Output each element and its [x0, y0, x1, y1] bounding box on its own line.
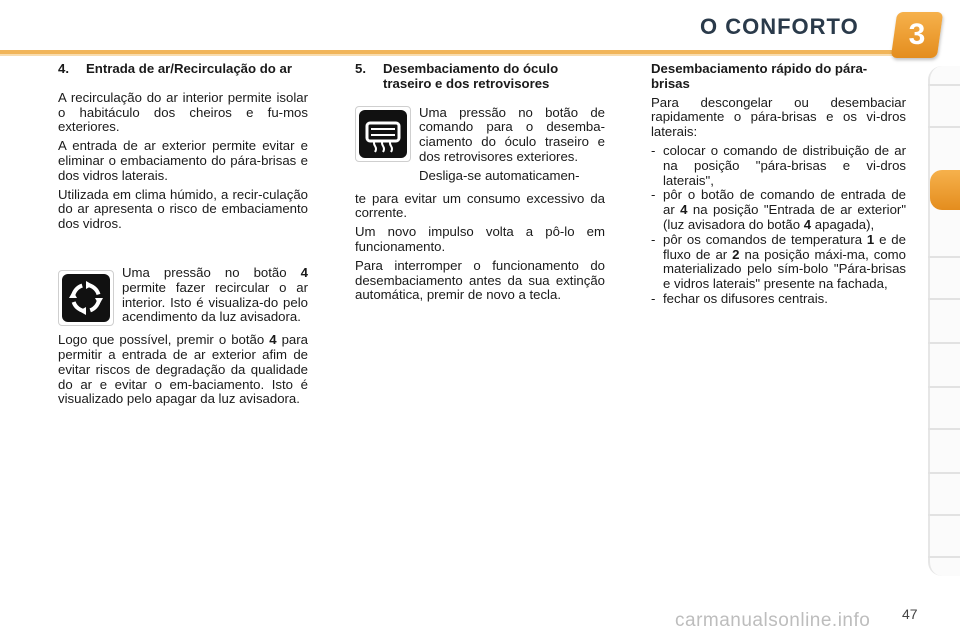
control-reference: 1	[866, 231, 875, 247]
chapter-tab[interactable]	[928, 342, 960, 344]
air-recirculation-button-illustration	[58, 270, 114, 326]
section-number: 5.	[355, 61, 366, 76]
button-description-text: Uma pressão no botão 4 permite fazer recircular o ar interior. Isto é visualiza-do pelo acendimento da luz avisadora.	[122, 264, 308, 325]
watermark: carmanualsonline.info	[675, 610, 871, 631]
button-reference: 4	[803, 216, 812, 232]
section-title: Desembaciamento do óculo traseiro e dos retrovisores	[383, 61, 559, 91]
chapter-tab[interactable]	[928, 472, 960, 474]
chapter-tab-active[interactable]	[930, 170, 960, 210]
button-reference: 4	[300, 264, 308, 280]
button-description	[58, 266, 308, 329]
chapter-title: O CONFORTO	[700, 14, 859, 39]
paragraph: Um novo impulso volta a pô-lo em funcionamento.	[355, 224, 605, 254]
chapter-tab[interactable]	[928, 256, 960, 258]
air-recirculation-icon	[66, 278, 106, 318]
section-heading	[355, 62, 605, 92]
chapter-tab[interactable]	[928, 298, 960, 300]
control-reference: 2	[732, 246, 740, 262]
section-title: Desembaciamento rápido do pára-brisas	[651, 61, 868, 91]
paragraph: Utilizada em clima húmido, a recir-culação do ar apresenta o risco de embaciamento dos vidros.	[58, 186, 308, 232]
section-rear-demisting	[355, 62, 605, 307]
chapter-tab[interactable]	[928, 126, 960, 128]
list-item: - pôr o botão de comando de entrada de ar 4 na posição "Entrada de ar exterior" (luz avisadora do botão 4 apagada),	[651, 188, 906, 232]
rear-defrost-button-illustration	[355, 106, 411, 162]
button-description	[355, 106, 605, 188]
instruction-list	[651, 144, 906, 307]
section-number: 4.	[58, 61, 69, 76]
button-reference: 4	[269, 332, 277, 348]
chapter-tab-rail	[928, 66, 960, 576]
paragraph: Logo que possível, premir o botão 4 para permitir a entrada de ar exterior afim de evitar riscos de degradação da qualidade do ar e evitar o em-baciamento. Isto é visualizado pelo apagar da luz avisadora.	[58, 332, 308, 407]
section-air-recirculation	[58, 62, 308, 411]
paragraph: A recirculação do ar interior permite isolar o habitáculo dos cheiros e fu-mos exteriores.	[58, 89, 308, 135]
header-rule-shadow	[0, 54, 898, 56]
chapter-badge	[891, 12, 943, 58]
paragraph: Para interromper o funcionamento do desembaciamento antes da sua extinção automática, premir de novo a tecla.	[355, 257, 605, 303]
list-item: - fechar os difusores centrais.	[651, 292, 906, 307]
chapter-tab[interactable]	[928, 556, 960, 558]
list-item: - colocar o comando de distribuição de ar na posição "pára-brisas e vi-dros laterais",	[651, 144, 906, 188]
button-description-text: Desliga-se automaticamen-	[419, 167, 580, 183]
page-number: 47	[902, 606, 918, 622]
chapter-tab[interactable]	[928, 84, 960, 86]
rear-defrost-icon	[363, 114, 403, 154]
chapter-tab[interactable]	[928, 514, 960, 516]
chapter-number: 3	[908, 18, 926, 51]
paragraph: A entrada de ar exterior permite evitar e eliminar o embaciamento do pára-brisas e dos vidros laterais.	[58, 138, 308, 183]
button-description-text: Uma pressão no botão de comando para o desemba-ciamento do óculo traseiro e dos retrovisores exteriores.	[419, 104, 605, 164]
section-heading	[58, 62, 308, 77]
list-item: - pôr os comandos de temperatura 1 e de fluxo de ar 2 na posição máxi-ma, como materializado pelo sím-bolo "Pára-brisas e vidros laterais" presente na fachada,	[651, 233, 906, 292]
paragraph: Para descongelar ou desembaciar rapidamente o pára-brisas e os vi-dros laterais:	[651, 94, 906, 140]
page-header	[0, 0, 960, 60]
section-title: Entrada de ar/Recirculação do ar	[86, 61, 292, 76]
button-reference: 4	[680, 202, 688, 218]
chapter-tab[interactable]	[928, 386, 960, 388]
chapter-tab[interactable]	[928, 428, 960, 430]
section-rapid-windscreen-demisting	[651, 62, 906, 307]
paragraph: te para evitar um consumo excessivo da corrente.	[355, 190, 605, 221]
